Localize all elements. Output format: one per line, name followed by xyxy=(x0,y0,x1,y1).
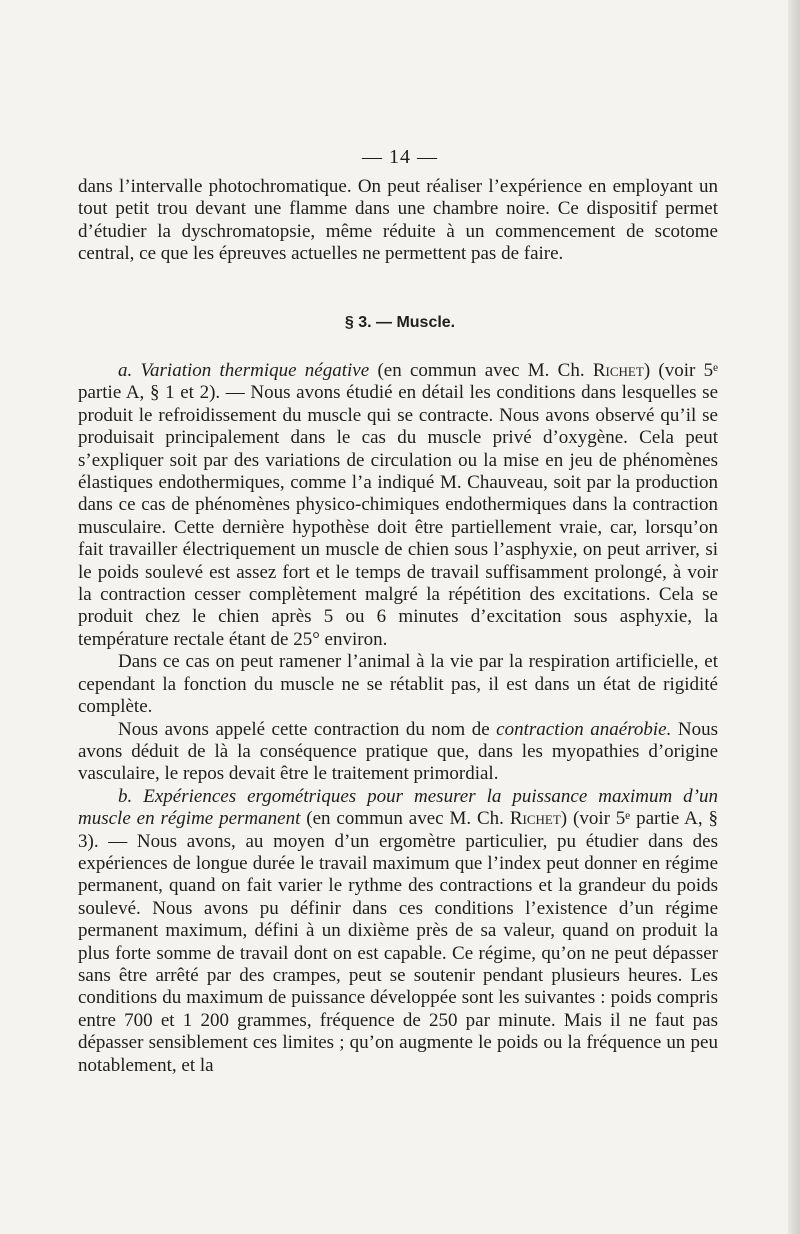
paragraph-b-label: b. xyxy=(118,785,133,807)
section-heading: § 3. — Muscle. xyxy=(344,314,456,331)
paragraph-a-3-after: Nous avons déduit de là la conséquence pratique que, dans les myopathies d’origine vasculaire, le repos devait être le traitement primordial. xyxy=(78,718,718,785)
author-name-b: Richet xyxy=(509,808,561,830)
section-body xyxy=(78,360,718,1077)
paragraph-a-title: Variation thermique négative xyxy=(140,360,370,381)
paragraph-b-title: Expériences ergométriques pour mesurer la puissance maximum d’un muscle en régime permanent xyxy=(78,785,718,830)
paragraph-a-collab: (en commun avec M. Ch. xyxy=(377,360,585,381)
paragraph-b xyxy=(78,786,718,1077)
paragraph-b-text: ) (voir 5ᵉ partie A, § 3). — Nous avons, au moyen d’un ergomètre particulier, pu étudier dans des expériences de longue durée le travail maximum que l’index peut donner en régime permanent, quand on fait varier le rythme des contractions et la grandeur du poids soulevé. Nous avons pu définir dans ces conditions l’existence d’un régime permanent maximum, défini à un dixième près de sa valeur, quand on produit la plus forte somme de travail dont on est capable. Ce régime, qu’on ne peut dépasser sans être arrêté par des crampes, peut se soutenir pendant plusieurs heures. Les conditions du maximum de puissance développée sont les suivantes : poids compris entre 700 et 1 200 grammes, fréquence de 250 par minute. Mais il ne faut pas dépasser sensiblement ces limites ; qu’on augmente le poids ou la fréquence un peu notablement, et la xyxy=(78,808,719,1076)
intro-text: dans l’intervalle photochromatique. On peut réaliser l’expérience en employant un tout petit trou devant une flamme dans une chambre noire. Ce dispositif permet d’étudier la dyschromatopsie, même réduite à un commencement de scotome central, ce que les épreuves actuelles ne permettent pas de faire. xyxy=(78,176,718,265)
paragraph-a-text: ) (voir 5ᵉ partie A, § 1 et 2). — Nous avons étudié en détail les conditions dans lesquelles se produit le refroidissement du muscle qui se contracte. Nous avons observé qu’il se produisait principalement dans le cas du muscle privé d’oxygène. Cela peut s’expliquer soit par des variations de circulation ou la mise en jeu de phénomènes élastiques endothermiques, comme l’a indiqué M. Chauveau, soit par la production dans ce cas de phénomènes physico-chimiques endothermiques dans la contraction musculaire. Cette dernière hypothèse doit être partiellement vraie, car, lorsqu’on fait travailler électriquement un muscle de chien sous l’asphyxie, on peut arriver, si le poids soulevé est assez fort et le temps de travail suffisamment prolongé, à voir la contraction cesser complètement malgré la répétition des excitations. Cela se produit chez le chien après 5 ou 6 minutes d’excitation sous asphyxie, la température rectale étant de 25° environ. xyxy=(78,360,718,650)
paragraph-a-3-before: Nous avons appelé cette contraction du nom de xyxy=(118,718,490,740)
paragraph-a-2: Dans ce cas on peut ramener l’animal à la vie par la respiration artificielle, et cependant la fonction du muscle ne se rétablit pas, il est dans un état de rigidité complète. xyxy=(78,651,718,718)
page-number: — 14 — xyxy=(362,146,438,168)
paragraph-a-3 xyxy=(78,719,718,786)
intro-paragraph xyxy=(78,176,718,266)
paragraph-a xyxy=(78,360,718,651)
paragraph-b-collab: (en commun avec M. Ch. xyxy=(306,808,504,830)
paragraph-a-3-term: contraction anaérobie. xyxy=(496,718,672,740)
author-name: Richet xyxy=(592,360,644,381)
paragraph-a-label: a. xyxy=(118,360,133,381)
page-binding-edge xyxy=(788,0,800,1234)
